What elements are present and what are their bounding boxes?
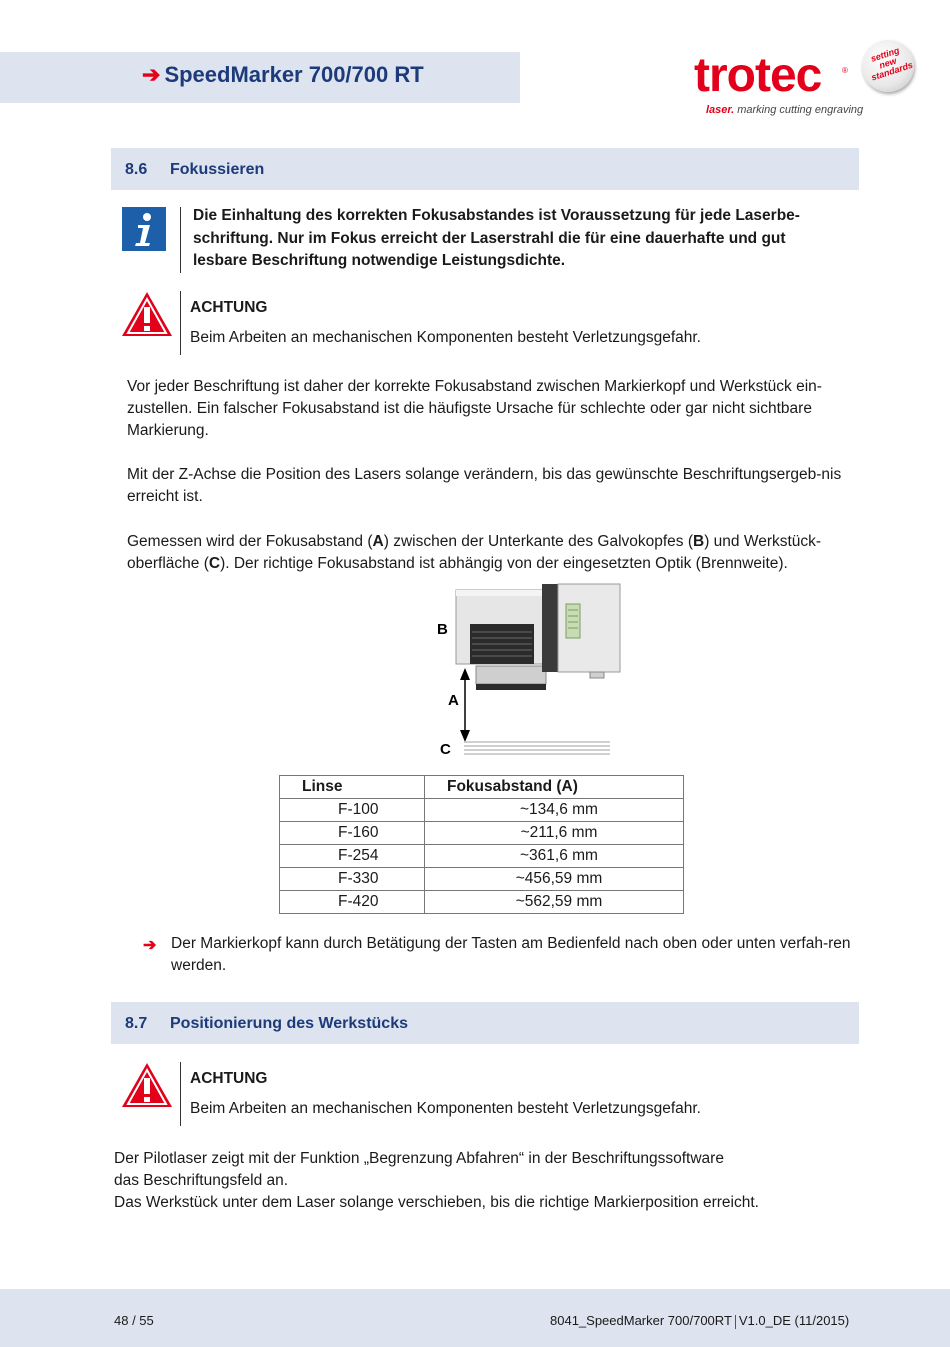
paragraph-pilot-laser-cont: das Beschriftungsfeld an. [114, 1172, 289, 1189]
paragraph-measurement [127, 531, 847, 575]
table-row [280, 799, 684, 822]
trotec-logo [692, 40, 917, 122]
focus-distance-figure [430, 580, 630, 760]
info-note-text: Die Einhaltung des korrekten Fokusabstandes ist Voraussetzung für jede Laserbe-schriftung. Nur im Fokus erreicht der Laserstrahl die für eine dauerhafte und gut lesbare Beschriftung notwendige Leistungsdichte. [193, 207, 800, 269]
document-id [550, 1313, 849, 1329]
paragraph-focus-intro: Vor jeder Beschriftung ist daher der korrekte Fokusabstand zwischen Markierkopf und Werkstück ein-zustellen. Ein falscher Fokusabstand ist die häufigste Ursache für schlechte oder gar nicht sichtbare Markierung. [127, 378, 822, 440]
cell-lens: F-254 [280, 845, 425, 868]
logo-badge [862, 40, 914, 92]
document-name: 8041_SpeedMarker 700/700RT [550, 1313, 732, 1328]
column-header-lens: Linse [280, 776, 425, 799]
page-title-text: SpeedMarker 700/700 RT [164, 62, 424, 87]
figure-label-a: A [448, 692, 459, 709]
warning-heading: ACHTUNG [190, 299, 268, 316]
text-run: ) zwischen der Unterkante des Galvokopfes ( [383, 533, 694, 550]
footer-divider [735, 1315, 736, 1329]
warning-triangle-icon [121, 1062, 173, 1108]
info-icon [122, 207, 166, 251]
cell-focus: ~456,59 mm [425, 868, 684, 891]
label-a: A [372, 533, 384, 550]
text-run: ) und Werkstück-oberfläche ( [127, 533, 822, 573]
figure-label-b: B [437, 621, 448, 638]
note-text: Der Markierkopf kann durch Betätigung der Tasten am Bedienfeld nach oben oder unten verfah-ren werden. [171, 935, 851, 975]
warning-body: Beim Arbeiten an mechanischen Komponenten besteht Verletzungsgefahr. [190, 1100, 701, 1117]
arrow-right-icon: ➔ [143, 937, 157, 954]
label-b: B [693, 533, 705, 550]
cell-focus: ~134,6 mm [425, 799, 684, 822]
warning-divider [180, 291, 181, 355]
logo-tagline-brand: laser. [706, 104, 735, 116]
logo-tagline [706, 104, 863, 116]
column-header-focus: Fokusabstand (A) [425, 776, 684, 799]
label-c: C [208, 555, 221, 573]
section-number: 8.7 [125, 1015, 148, 1032]
logo-tagline-rest: marking cutting engraving [734, 104, 864, 116]
table-header-row [280, 776, 684, 799]
logo-wordmark: trotec [694, 49, 822, 102]
warning-body: Beim Arbeiten an mechanischen Komponenten besteht Verletzungsgefahr. [190, 329, 701, 346]
cell-lens: F-160 [280, 822, 425, 845]
cell-focus: ~361,6 mm [425, 845, 684, 868]
paragraph-pilot-laser: Der Pilotlaser zeigt mit der Funktion „Begrenzung Abfahren“ in der Beschriftungssoftware [114, 1150, 724, 1167]
cell-focus: ~211,6 mm [425, 822, 684, 845]
note-divider [180, 207, 181, 273]
text-run: ). Der richtige Fokusabstand ist abhängig von der eingesetzten Optik (Brennweite). [220, 555, 788, 573]
page-title [142, 62, 424, 88]
figure-label-c: C [440, 741, 451, 758]
warning-divider [180, 1062, 181, 1126]
text-run: Gemessen wird der Fokusabstand ( [127, 533, 373, 550]
paragraph-workpiece: Das Werkstück unter dem Laser solange verschieben, bis die richtige Markierposition erreicht. [114, 1194, 759, 1211]
section-heading-8-6 [111, 148, 859, 190]
section-title: Fokussieren [170, 161, 265, 178]
table-row [280, 845, 684, 868]
logo-badge-text: setting new standards [869, 45, 915, 83]
table-row [280, 891, 684, 914]
cell-lens: F-330 [280, 868, 425, 891]
paragraph-z-axis: Mit der Z-Achse die Position des Lasers solange verändern, bis das gewünschte Beschriftungsergeb-nis erreicht ist. [127, 466, 842, 506]
document-version: V1.0_DE (11/2015) [738, 1313, 850, 1328]
cell-focus: ~562,59 mm [425, 891, 684, 914]
marking-head-illustration [430, 580, 630, 760]
table-row [280, 822, 684, 845]
section-number: 8.6 [125, 161, 148, 178]
section-title: Positionierung des Werkstücks [170, 1015, 408, 1032]
cell-lens: F-100 [280, 799, 425, 822]
logo-registered-mark: ® [842, 66, 848, 75]
arrow-right-icon: ➔ [142, 62, 161, 87]
cell-lens: F-420 [280, 891, 425, 914]
focus-distance-table [279, 775, 684, 914]
warning-triangle-icon [121, 291, 173, 337]
page-number: 48 / 55 [114, 1313, 154, 1328]
section-heading-8-7 [111, 1002, 859, 1044]
table-row [280, 868, 684, 891]
warning-heading: ACHTUNG [190, 1070, 268, 1087]
